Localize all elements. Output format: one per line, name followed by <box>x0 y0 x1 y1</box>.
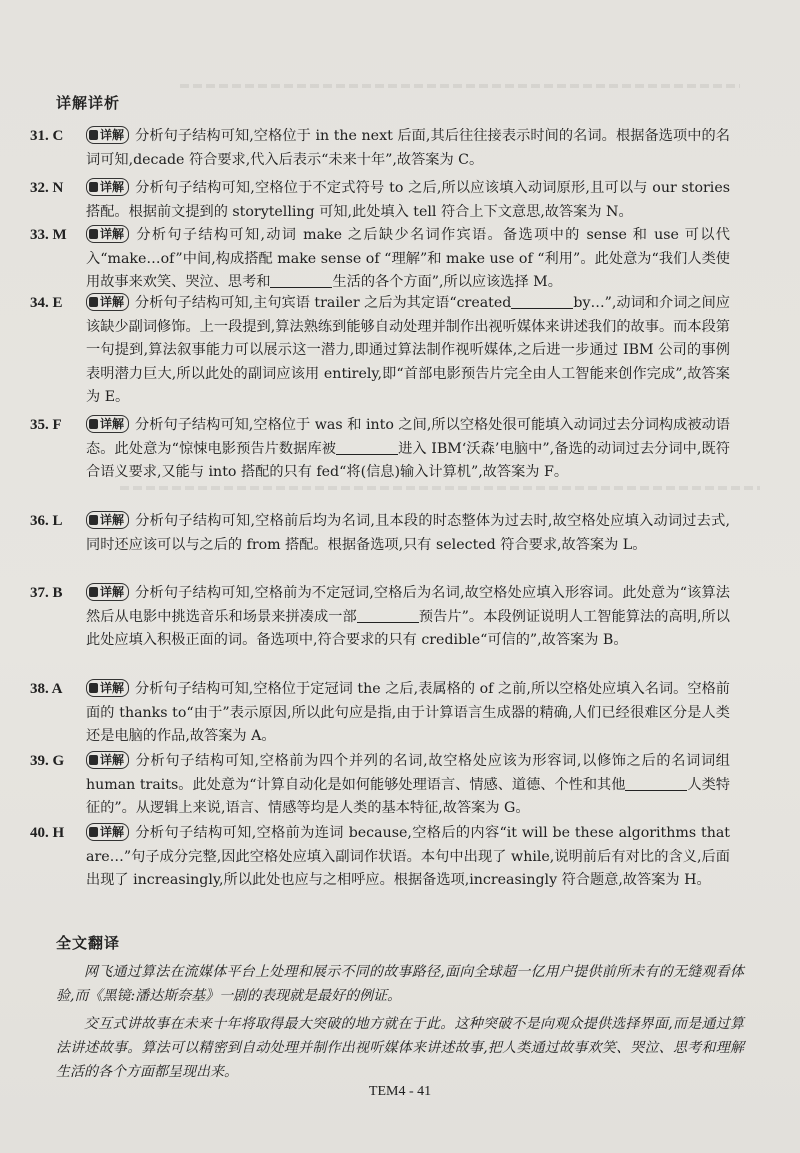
explain-tag: 详解 <box>86 126 129 144</box>
answer-text: 分析句子结构可知,空格前为四个并列的名词,故空格处应该为形容词,以修饰之后的名词词组 human traits。此处意为“计算自动化是如何能够处理语言、情感、道德、个性和其他 <box>86 753 730 793</box>
answer-text: 生活的各个方面”,所以应该选择 M。 <box>332 274 562 290</box>
answer-text: 分析句子结构可知,空格前为不定冠词,空格后为名词,故空格处应填入形容词。此处意为“该算法然后从电影中挑选音乐和场景来拼凑成一部 <box>86 585 730 625</box>
answer-blank <box>357 608 419 623</box>
explain-tag: 详解 <box>86 751 129 769</box>
answer-37 <box>30 582 730 653</box>
tag-icon <box>89 130 98 140</box>
explain-tag: 详解 <box>86 511 129 529</box>
answer-31 <box>30 125 730 172</box>
answer-number: 31. C <box>30 128 64 144</box>
answer-38 <box>30 678 730 749</box>
answer-33 <box>30 224 730 295</box>
answer-text: 分析句子结构可知,空格位于定冠词 the 之后,表属格的 of 之前,所以空格处应填入名词。空格前面的 thanks to“由于”表示原因,所以此句应是指,由于计算语言生成器的精确,人们已经很难区分是人类还是电脑的作品,故答案为 A。 <box>86 681 730 744</box>
explain-tag: 详解 <box>86 679 129 697</box>
answer-number: 38. A <box>30 681 63 697</box>
answer-36 <box>30 510 730 557</box>
answer-32 <box>30 177 730 224</box>
answer-39 <box>30 750 730 821</box>
section-title-explain: 详解详析 <box>56 94 121 112</box>
answer-text: 分析句子结构可知,空格位于 in the next 后面,其后往往接表示时间的名词。根据备选项中的名词可知,decade 符合要求,代入后表示“未来十年”,故答案为 C。 <box>86 128 730 168</box>
answer-number: 39. G <box>30 753 65 769</box>
translation-paragraph: 网飞通过算法在流媒体平台上处理和展示不同的故事路径,面向全球超一亿用户提供前所未有的无缝观看体验,而《黑镜:潘达斯奈基》一剧的表现就是最好的例证。 <box>56 964 744 1004</box>
explain-tag: 详解 <box>86 225 129 243</box>
section-title-translation: 全文翻译 <box>56 934 121 952</box>
answer-text: 分析句子结构可知,空格前为连词 because,空格后的内容“it will be these algorithms that are…”句子成分完整,因此空格处应填入副词作状语。本句中出现了 while,说明前后有对比的含义,后面出现了 increasingly,所以此处也应与之相呼应。根据备选项,increasingly 符合题意,故答案为 H。 <box>86 825 730 888</box>
answer-34 <box>30 292 730 410</box>
translation-paragraph: 交互式讲故事在未来十年将取得最大突破的地方就在于此。这种突破不是向观众提供选择界面,而是通过算法讲述故事。算法可以精密到自动处理并制作出视听媒体来讲述故事,把人类通过故事欢笑、哭泣、思考和理解生活的各个方面都呈现出来。 <box>56 1016 744 1080</box>
tag-icon <box>89 755 98 765</box>
answer-text: 分析句子结构可知,主句宾语 trailer 之后为其定语“created <box>135 295 512 311</box>
tag-icon <box>89 229 98 239</box>
answer-40 <box>30 822 730 893</box>
answer-number: 40. H <box>30 825 65 841</box>
explain-tag: 详解 <box>86 178 129 196</box>
answer-blank <box>625 776 687 791</box>
answer-text: 预告片”。本段例证说明人工智能算法的高明,所以此处应填入积极正面的词。备选项中,符合要求的只有 credible“可信的”,故答案为 B。 <box>86 608 730 648</box>
answer-blank <box>511 294 573 309</box>
answer-number: 36. L <box>30 513 63 529</box>
tag-icon <box>89 515 98 525</box>
answer-number: 33. M <box>30 227 67 243</box>
answer-text: 人类特征的”。从逻辑上来说,语言、情感等均是人类的基本特征,故答案为 G。 <box>86 776 730 816</box>
page-footer: TEM4 - 41 <box>368 1084 432 1099</box>
answer-text: 分析句子结构可知,动词 make 之后缺少名词作宾语。备选项中的 sense 和 use 可以代入“make…of”中间,构成搭配 make sense of “理解”和 make use of “利用”。此处意为“我们人类使用故事来欢笑、哭泣、思考和 <box>86 227 730 290</box>
answer-text: by…”,动词和介词之间应该缺少副词修饰。上一段提到,算法熟练到能够自动处理并制作出视听媒体来讲述我们的故事。而本段第一句提到,算法叙事能力可以展示这一潜力,即通过算法制作视听媒体,之后进一步通过 IBM 公司的事例表明潜力巨大,所以此处的副词应该用 entirely,即“首部电影预告片完全由人工智能来创作完成”,故答案为 E。 <box>86 295 730 405</box>
answer-35 <box>30 414 730 485</box>
answer-text: 分析句子结构可知,空格位于 was 和 into 之间,所以空格处很可能填入动词过去分词构成被动语态。此处意为“惊悚电影预告片数据库被 <box>86 417 730 457</box>
answer-blank <box>336 440 398 455</box>
explain-tag: 详解 <box>86 823 129 841</box>
tag-icon <box>89 827 98 837</box>
explain-tag: 详解 <box>86 293 129 311</box>
tag-icon <box>89 182 98 192</box>
tag-icon <box>89 587 98 597</box>
tag-icon <box>89 683 98 693</box>
answer-number: 34. E <box>30 295 63 311</box>
bleed-through-line <box>120 486 760 490</box>
answer-text: 分析句子结构可知,空格位于不定式符号 to 之后,所以应该填入动词原形,且可以与 our stories 搭配。根据前文提到的 storytelling 可知,此处填入 tell 符合上下文意思,故答案为 N。 <box>86 180 730 220</box>
explain-tag: 详解 <box>86 583 129 601</box>
answer-number: 37. B <box>30 585 63 601</box>
answer-number: 35. F <box>30 417 62 433</box>
bleed-through-line <box>180 84 740 88</box>
answer-text: 分析句子结构可知,空格前后均为名词,且本段的时态整体为过去时,故空格处应填入动词过去式,同时还应该可以与之后的 from 搭配。根据备选项,只有 selected 符合要求,故答案为 L。 <box>86 513 730 553</box>
explain-tag: 详解 <box>86 415 129 433</box>
tag-icon <box>89 297 98 307</box>
tag-icon <box>89 419 98 429</box>
answer-text: 进入 IBM‘沃森’电脑中”,备选的动词过去分词中,既符合语义要求,又能与 into 搭配的只有 fed“将(信息)输入计算机”,故答案为 F。 <box>86 440 730 480</box>
answer-number: 32. N <box>30 180 64 196</box>
answer-blank <box>270 273 332 288</box>
